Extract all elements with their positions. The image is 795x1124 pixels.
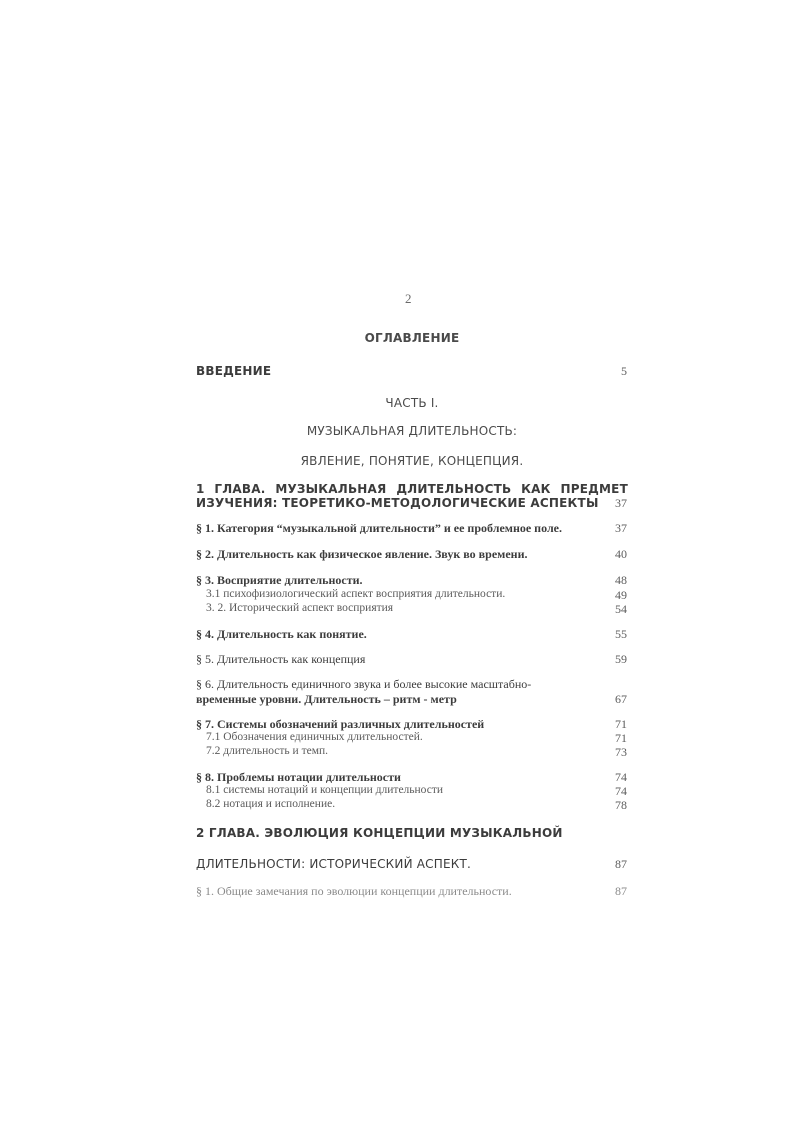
toc-entry-ch2-s1-page: 87 — [615, 884, 627, 898]
intro-label: ВВЕДЕНИЕ — [196, 364, 272, 378]
page-number: 2 — [405, 291, 412, 306]
toc-entry-s6-line1: § 6. Длительность единичного звука и более высокие масштабно- — [196, 677, 532, 691]
toc-entry-s6-page: 67 — [615, 692, 627, 706]
chapter1-page: 37 — [615, 496, 627, 510]
toc-subentry-7-2-page: 73 — [615, 745, 627, 759]
toc-entry-s1: § 1. Категория “музыкальной длительности” и ее проблемное поле. — [196, 521, 562, 535]
toc-entry-s5: § 5. Длительность как концепция — [196, 652, 366, 666]
toc-entry-s8: § 8. Проблемы нотации длительности — [196, 770, 401, 784]
toc-title: ОГЛАВЛЕНИЕ — [364, 331, 460, 345]
chapter1-heading-line1 — [196, 482, 628, 496]
chapter2-heading-line1: 2 ГЛАВА. ЭВОЛЮЦИЯ КОНЦЕПЦИИ МУЗЫКАЛЬНОЙ — [196, 826, 563, 840]
toc-entry-s2-page: 40 — [615, 547, 627, 561]
toc-subentry-3-1: 3.1 психофизиологический аспект восприятия длительности. — [206, 588, 506, 600]
intro-page: 5 — [621, 364, 627, 378]
chapter1-word: 1 — [196, 482, 205, 496]
toc-subentry-3-2-page: 54 — [615, 602, 627, 616]
part-title-line1: МУЗЫКАЛЬНАЯ ДЛИТЕЛЬНОСТЬ: — [306, 424, 518, 438]
toc-subentry-8-1-page: 74 — [615, 784, 627, 798]
toc-subentry-8-2: 8.2 нотация и исполнение. — [206, 798, 336, 810]
chapter2-heading-line2: ДЛИТЕЛЬНОСТИ: ИСТОРИЧЕСКИЙ АСПЕКТ. — [196, 857, 472, 871]
toc-entry-s3: § 3. Восприятие длительности. — [196, 573, 363, 587]
toc-entry-s4: § 4. Длительность как понятие. — [196, 627, 367, 641]
toc-subentry-8-1: 8.1 системы нотаций и концепции длительности — [206, 784, 444, 796]
toc-entry-s2: § 2. Длительность как физическое явление. Звук во времени. — [196, 547, 528, 561]
toc-subentry-7-1-page: 71 — [615, 731, 627, 745]
toc-subentry-7-1: 7.1 Обозначения единичных длительностей. — [206, 731, 423, 743]
chapter1-heading-line2: ИЗУЧЕНИЯ: ТЕОРЕТИКО-МЕТОДОЛОГИЧЕСКИЕ АСПЕКТЫ — [196, 496, 599, 510]
part-label: ЧАСТЬ I. — [385, 396, 439, 410]
toc-entry-ch2-s1: § 1. Общие замечания по эволюции концепции длительности. — [196, 884, 512, 898]
toc-entry-s5-page: 59 — [615, 652, 627, 666]
chapter1-word: ПРЕДМЕТ — [560, 482, 628, 496]
chapter1-word: ГЛАВА. — [214, 482, 266, 496]
chapter1-word: МУЗЫКАЛЬНАЯ — [275, 482, 387, 496]
toc-subentry-8-2-page: 78 — [615, 798, 627, 812]
part-title-line2: ЯВЛЕНИЕ, ПОНЯТИЕ, КОНЦЕПЦИЯ. — [300, 454, 524, 468]
chapter1-word: КАК — [521, 482, 551, 496]
chapter1-word: ДЛИТЕЛЬНОСТЬ — [396, 482, 512, 496]
toc-subentry-7-2: 7.2 длительность и темп. — [206, 745, 329, 757]
toc-entry-s7-page: 71 — [615, 717, 627, 731]
toc-entry-s3-page: 48 — [615, 573, 627, 587]
toc-subentry-3-1-page: 49 — [615, 588, 627, 602]
toc-entry-s8-page: 74 — [615, 770, 627, 784]
chapter2-page: 87 — [615, 857, 627, 871]
toc-subentry-3-2: 3. 2. Исторический аспект восприятия — [206, 602, 394, 614]
toc-entry-s1-page: 37 — [615, 521, 627, 535]
toc-entry-s7: § 7. Системы обозначений различных длительностей — [196, 717, 485, 731]
toc-entry-s6-line2: временные уровни. Длительность – ритм - метр — [196, 692, 457, 706]
toc-entry-s4-page: 55 — [615, 627, 627, 641]
